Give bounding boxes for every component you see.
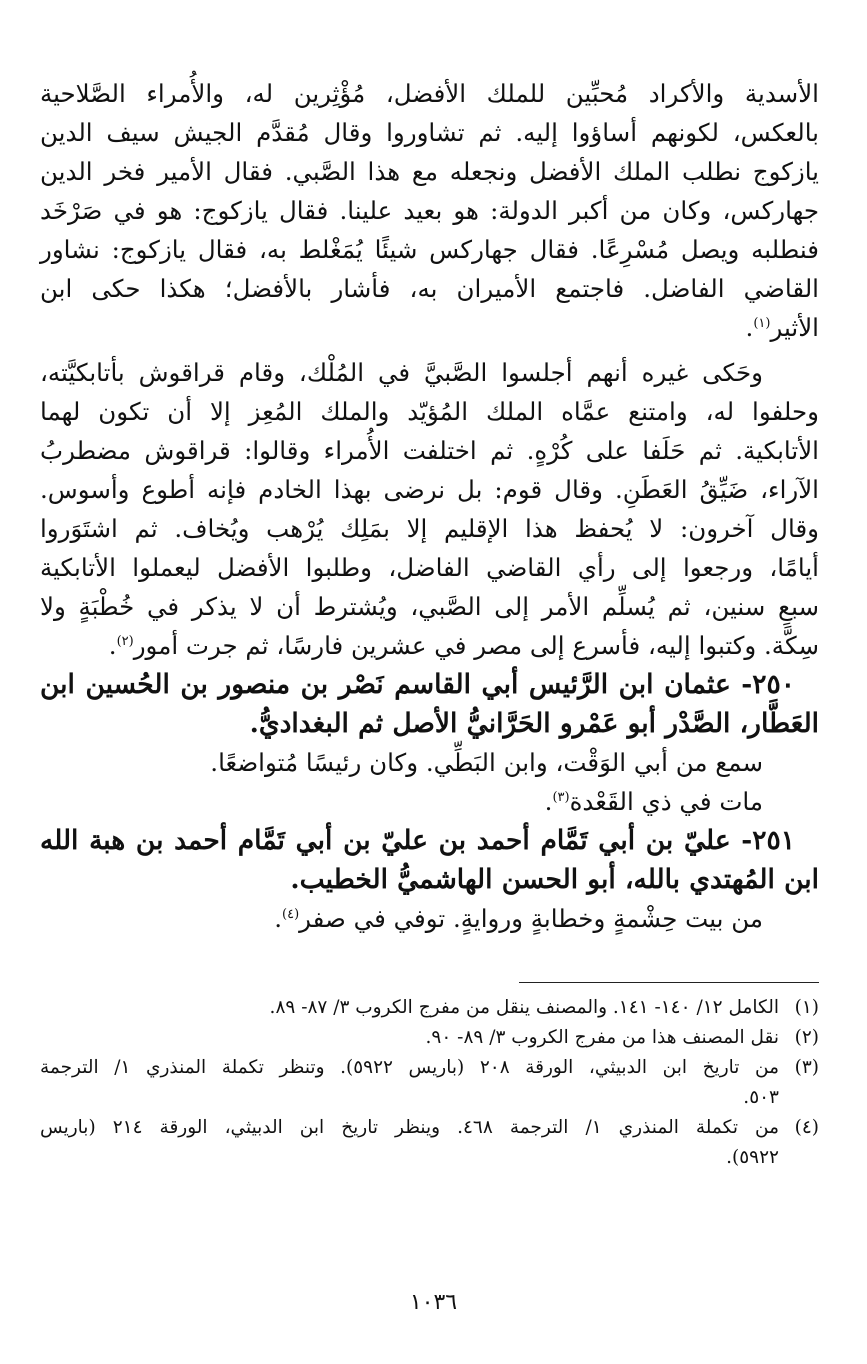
text-line: بالعكس، لكونهم أساؤوا إليه. ثم تشاوروا وقال مُقدَّم الجيش سيف الدين [40,118,819,147]
footnote-divider [519,982,819,983]
footnote-text: ٥٠٣. [743,1087,779,1108]
text-fragment: من بيت حِشْمةٍ وخطابةٍ وروايةٍ. توفي في صفر [299,904,763,933]
footnote-text: من تكملة المنذري ١/ الترجمة ٤٦٨. وينظر تاريخ ابن الدبيثي، الورقة ٢١٤ (باريس [40,1117,779,1138]
text-fragment: سِكَّة. وكتبوا إليه، فأسرع إلى مصر في عشرين فارسًا، ثم جرت أمور [133,631,819,660]
text-line: جهاركس، وكان من أكبر الدولة: هو بعيد علينا. فقال يازكوج: هو في صَرْخَد [40,196,819,225]
text-line: أيامًا، ورجعوا إلى رأي القاضي الفاضل، وطلبوا الأفضل ليعملوا الأتابكية [40,553,819,582]
footnote-4 [40,1113,819,1173]
footnote-1 [40,993,819,1023]
footnote-ref: (٢) [116,633,134,649]
text-line: الأسدية والأكراد مُحبِّين للملك الأفضل، مُؤْثِرين له، والأُمراء الصَّلاحية [40,79,819,108]
footnote-text: نقل المصنف هذا من مفرج الكروب ٣/ ٨٩- ٩٠. [425,1027,779,1048]
entry-251 [40,821,819,938]
entry-heading: ٢٥٠- عثمان ابن الرَّئيس أبي القاسم نَصْر بن منصور بن الحُسين ابن [40,669,795,700]
text-line: سبعِ سنين، ثم يُسلِّم الأمر إلى الصَّبي، ويُشترط أن لا يذكر في خُطْبَةٍ ولا [40,592,819,621]
footnote-text: ٥٩٢٢). [726,1147,779,1168]
text-line: وقال آخرون: لا يُحفظ هذا الإقليم إلا بمَلِك يُرْهب ويُخاف. ثم اشتَوَروا [40,514,819,543]
text-line: فنطلبه ويصل مُسْرِعًا. فقال جهاركس شيئًا يُمَغْلط به، فقال يازكوج: نشاور [40,235,819,264]
text-line: يازكوج نطلب الملك الأفضل ونجعله مع هذا الصَّبي. فقال الأمير فخر الدين [40,157,819,186]
text-line: الآراء، ضَيِّقُ العَطَنِ. وقال قوم: بل نرضى بهذا الخادم فإنه أطوع وأسوس. [40,475,819,504]
text-line: من بيت حِشْمةٍ وخطابةٍ وروايةٍ. توفي في صفر$^{(٤)}$. [274,904,763,933]
text-line: وحلفوا له، وامتنع عمَّاه الملك المُؤيّد والملك المُعِز إلا أن تكون لهما [40,397,819,426]
text-fragment: الأثير [770,313,819,342]
footnote-3 [40,1053,819,1113]
footnote-number: (٢) [794,1027,819,1048]
footnote-number: (٣) [794,1057,819,1078]
text-line: سِكَّة. وكتبوا إليه، فأسرع إلى مصر في عشرين فارسًا، ثم جرت أمور$^{(٢)}$. [108,631,819,660]
entry-250 [40,665,819,821]
text-line: وحَكى غيره أنهم أجلسوا الصَّبيَّ في المُلْك، وقام قراقوش بأتابكيَّته، [40,358,763,387]
text-line: سمع من أبي الوَقْت، وابن البَطِّي. وكان رئيسًا مُتواضعًا. [210,748,763,777]
entry-heading: العَطَّار، الصَّدْر أبو عَمْرو الحَرَّانيُّ الأصل ثم البغداديُّ. [249,708,819,739]
text-line: الأتابكية. ثم حَلَفا على كُرْهٍ. ثم اختلفت الأُمراء وقالوا: قراقوش مضطربُ [40,436,819,465]
footnote-number: (٤) [794,1117,819,1138]
page-body [40,74,819,1364]
text-line: القاضي الفاضل. فاجتمع الأميران به، فأشار بالأفضل؛ هكذا حكى ابن [40,274,819,303]
footnotes [40,993,819,1173]
footnote-text: الكامل ١٢/ ١٤٠- ١٤١. والمصنف ينقل من مفرج الكروب ٣/ ٨٧- ٨٩. [269,997,779,1018]
entry-heading: ابن المُهتدي بالله، أبو الحسن الهاشميُّ الخطيب. [290,864,819,895]
paragraph-2 [40,353,819,665]
footnote-ref: (١) [753,315,771,331]
page-number: ١٠٣٦ [409,1290,458,1315]
footnote-ref: (٣) [552,789,570,805]
footnote-text: من تاريخ ابن الدبيثي، الورقة ٢٠٨ (باريس ٥٩٢٢). وتنظر تكملة المنذري ١/ الترجمة [40,1057,780,1078]
footnote-ref: (٤) [282,906,300,922]
footnote-number: (١) [794,997,819,1018]
paragraph-1 [40,74,819,347]
entry-heading: ٢٥١- عليّ بن أبي تَمَّام أحمد بن عليّ بن أبي تَمَّام أحمد بن هبة الله [40,825,795,856]
text-line: الأثير$^{(١)}$. [745,313,819,342]
footnote-2 [40,1023,819,1053]
text-line: مات في ذي القَعْدة$^{(٣)}$. [544,787,763,816]
text-fragment: مات في ذي القَعْدة [569,787,763,816]
